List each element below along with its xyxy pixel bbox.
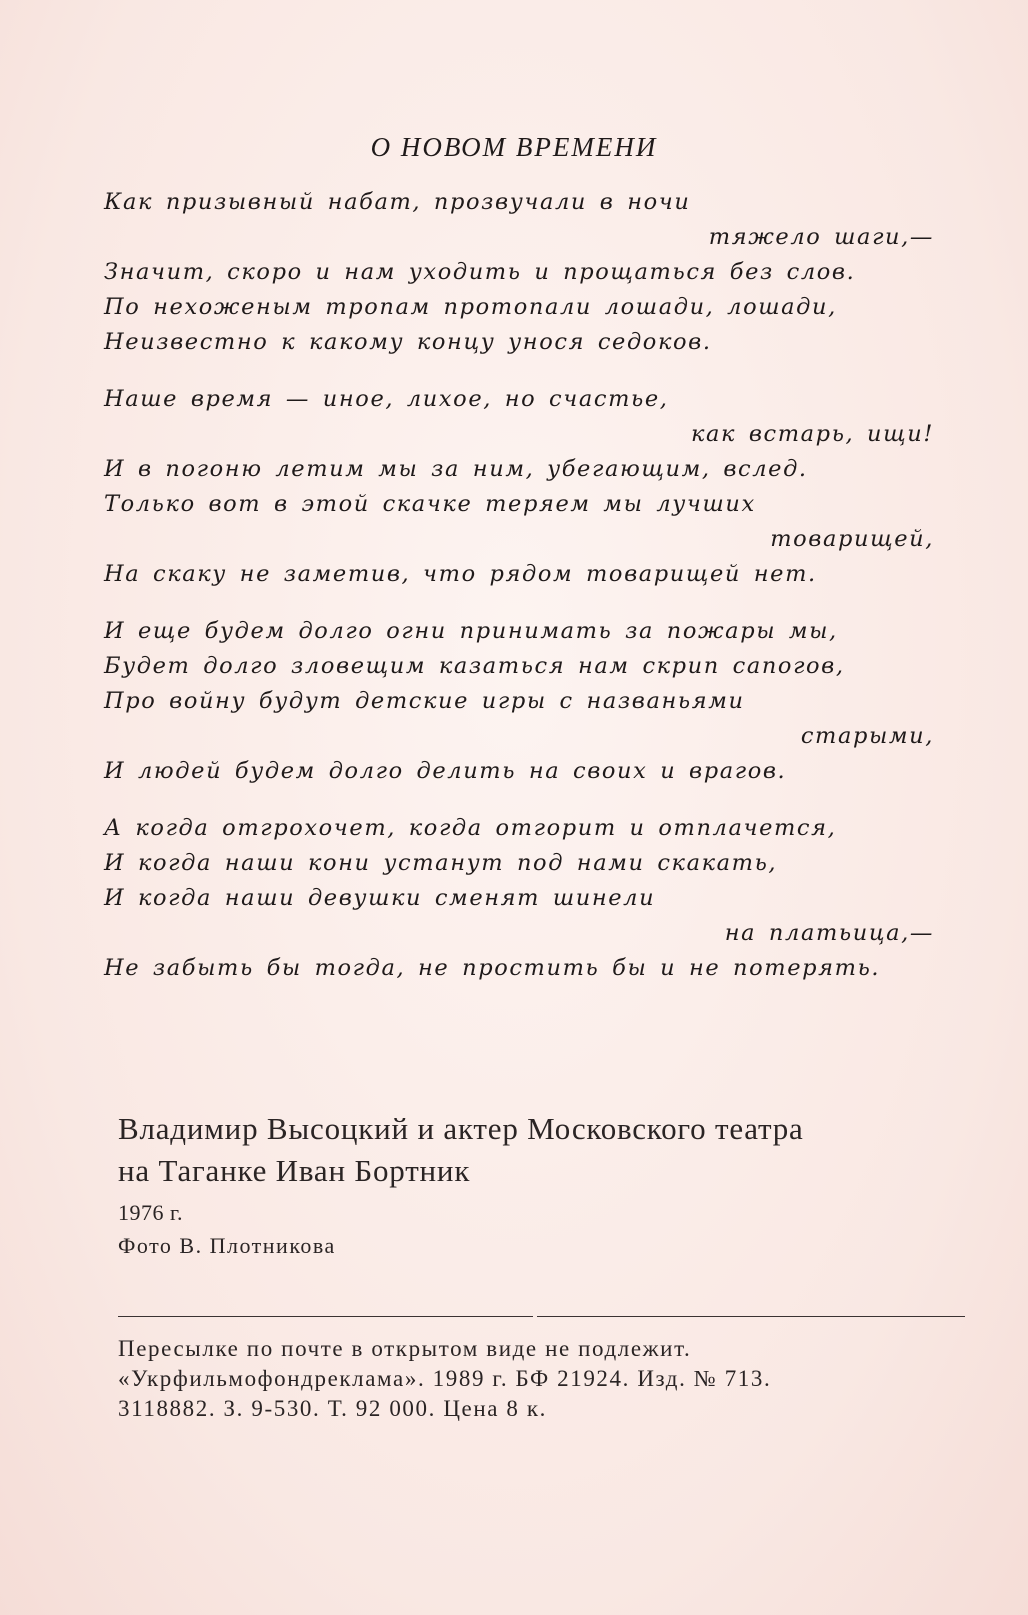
stanza-1 [104, 185, 934, 360]
poem-line-continuation: как встарь, ищи! [691, 421, 934, 447]
poem-line-continuation: товарищей, [770, 526, 934, 552]
caption-line-1: Владимир Высоцкий и актер Московского театра [118, 1111, 804, 1146]
poem-line: И людей будем долго делить на своих и врагов. [104, 758, 787, 784]
imprint-line-2: «Укрфильмофондреклама». 1989 г. БФ 21924. Изд. № 713. [118, 1366, 772, 1391]
poem-line: Значит, скоро и нам уходить и прощаться без слов. [104, 259, 856, 285]
publisher-imprint [118, 1334, 978, 1424]
poem [104, 185, 934, 1008]
poem-line-continuation: старыми, [800, 723, 934, 749]
poem-line: И в погоню летим мы за ним, убегающим, вслед. [104, 456, 808, 482]
poem-line: И еще будем долго огни принимать за пожары мы, [104, 618, 838, 644]
poem-line: На скаку не заметив, что рядом товарищей нет. [104, 561, 817, 587]
poem-line: И когда наши кони устанут под нами скакать, [104, 850, 778, 876]
stanza-4 [104, 811, 934, 986]
photo-caption [118, 1108, 968, 1262]
poem-line: Про войну будут детские игры с названьями [104, 688, 745, 714]
poem-line-continuation: тяжело шаги,— [708, 224, 934, 250]
poem-line: Неизвестно к какому концу унося седоков. [104, 329, 712, 355]
divider-left [118, 1316, 533, 1317]
stanza-3 [104, 614, 934, 789]
poem-line: По нехоженым тропам протопали лошади, лошади, [104, 294, 837, 320]
divider-right [537, 1316, 965, 1317]
caption-line-2: на Таганке Иван Бортник [118, 1153, 471, 1188]
poem-line: Наше время — иное, лихое, но счастье, [104, 386, 669, 412]
stanza-2 [104, 382, 934, 592]
poem-line: А когда отгрохочет, когда отгорит и отплачется, [104, 815, 837, 841]
poem-line-continuation: на платьица,— [724, 920, 934, 946]
imprint-line-1: Пересылке по почте в открытом виде не подлежит. [118, 1336, 692, 1361]
poem-line: Будет долго зловещим казаться нам скрип сапогов, [104, 653, 845, 679]
poem-line: Не забыть бы тогда, не простить бы и не потерять. [104, 955, 881, 981]
poem-line: Только вот в этой скачке теряем мы лучших [104, 491, 756, 517]
poem-title: О НОВОМ ВРЕМЕНИ [370, 132, 658, 162]
poem-line: И когда наши девушки сменят шинели [104, 885, 656, 911]
imprint-line-3: 3118882. З. 9-530. Т. 92 000. Цена 8 к. [118, 1396, 547, 1421]
caption-year: 1976 г. [118, 1200, 184, 1225]
poem-line: Как призывный набат, прозвучали в ночи [104, 189, 691, 215]
photo-credit: Фото В. Плотникова [118, 1233, 336, 1258]
